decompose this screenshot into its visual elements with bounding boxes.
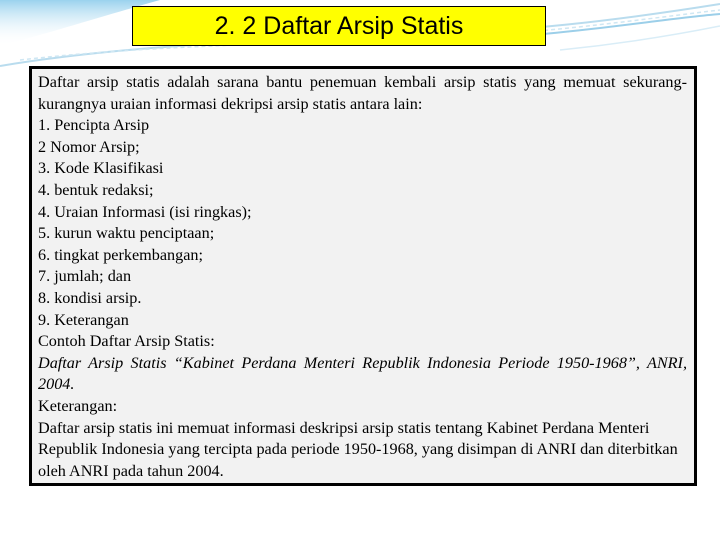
list-item: 1. Pencipta Arsip — [38, 116, 150, 135]
list-item: 8. kondisi arsip. — [38, 288, 142, 307]
example-text: Daftar Arsip Statis “Kabinet Perdana Menteri Republik Indonesia Periode 1950-1968”, ANRI, 2004. — [38, 353, 687, 394]
list-item: 6. tingkat perkembangan; — [38, 245, 203, 264]
list-item: 4. bentuk redaksi; — [38, 180, 154, 199]
slide-title: 2. 2 Daftar Arsip Statis — [214, 11, 464, 40]
list-item: 5. kurun waktu penciptaan; — [38, 224, 215, 243]
list-item: 3. Kode Klasifikasi — [38, 159, 164, 178]
intro-paragraph: Daftar arsip statis adalah sarana bantu penemuan kembali arsip statis yang memuat sekurang-kurangnya uraian informasi dekripsi arsip statis antara lain: — [38, 73, 687, 113]
list-item: 2 Nomor Arsip; — [38, 137, 140, 156]
note-text: Daftar arsip statis ini memuat informasi deskripsi arsip statis tentang Kabinet Perdana Menteri Republik Indonesia yang tercipta pada periode 1950-1968, yang disimpan di ANRI dan diterbitkan oleh ANRI pada tahun 2004. — [38, 418, 678, 480]
slide-title-box — [132, 6, 546, 46]
list-item: 4. Uraian Informasi (isi ringkas); — [38, 202, 252, 221]
list-item: 9. Keterangan — [38, 310, 129, 329]
list-item: 7. jumlah; dan — [38, 267, 132, 286]
example-label: Contoh Daftar Arsip Statis: — [38, 332, 215, 351]
content-box — [29, 66, 697, 486]
note-label: Keterangan: — [38, 396, 118, 415]
